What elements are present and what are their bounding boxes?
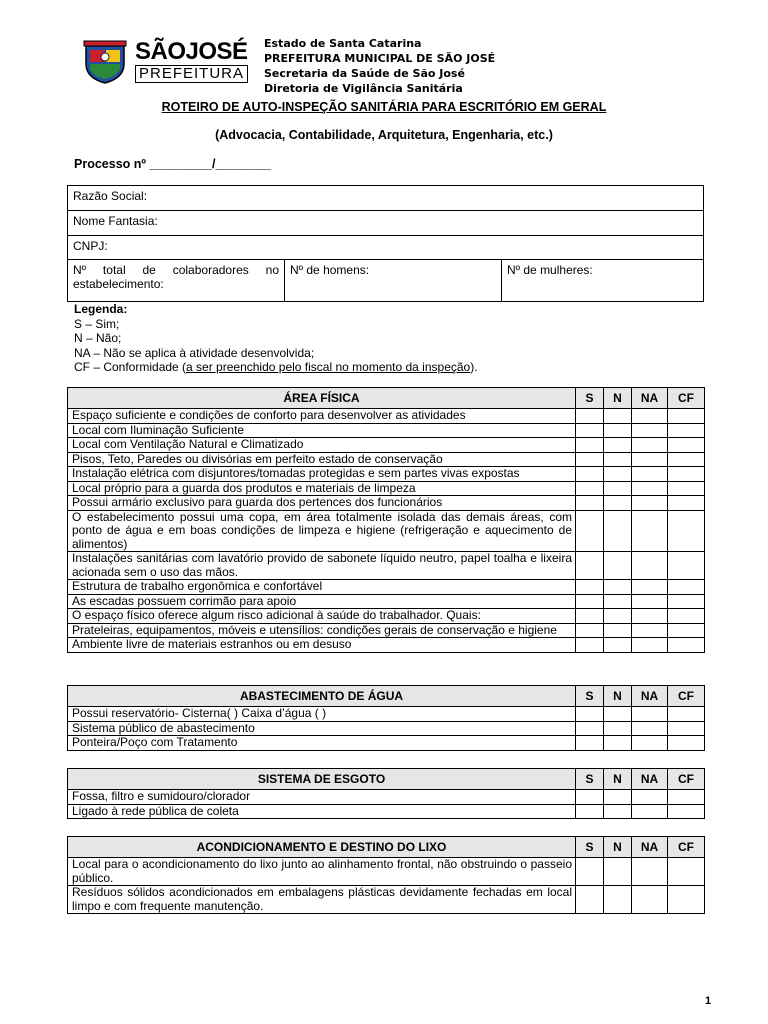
checkbox-n[interactable] xyxy=(604,707,632,722)
checkbox-cf[interactable] xyxy=(668,886,705,914)
checkbox-cf[interactable] xyxy=(668,409,705,424)
checkbox-na[interactable] xyxy=(632,409,668,424)
checkbox-n[interactable] xyxy=(604,804,632,819)
process-number-field[interactable]: Processo nº _________/________ xyxy=(74,157,272,171)
checklist-row xyxy=(68,721,705,736)
checklist-item-label: Ponteira/Poço com Tratamento xyxy=(68,736,576,751)
checklist-item-label: Local próprio para a guarda dos produtos e materiais de limpeza xyxy=(68,481,576,496)
checkbox-n[interactable] xyxy=(604,580,632,595)
men-count-field[interactable]: Nº de homens: xyxy=(285,260,502,302)
checklist-item-label: Estrutura de trabalho ergonômica e confortável xyxy=(68,580,576,595)
legend-cf-prefix: CF – Conformidade ( xyxy=(74,360,187,374)
legend-item: S – Sim; xyxy=(74,316,120,331)
checkbox-na[interactable] xyxy=(632,438,668,453)
checkbox-na[interactable] xyxy=(632,609,668,624)
establishment-info-table xyxy=(67,185,704,302)
checkbox-na[interactable] xyxy=(632,496,668,511)
checklist-row xyxy=(68,496,705,511)
checkbox-cf[interactable] xyxy=(668,452,705,467)
checklist-row xyxy=(68,886,705,914)
checkbox-cf[interactable] xyxy=(668,580,705,595)
section-title: ÁREA FÍSICA xyxy=(68,388,576,409)
column-header-n: N xyxy=(604,837,632,858)
checklist-item-label: Espaço suficiente e condições de conforto para desenvolver as atividades xyxy=(68,409,576,424)
checkbox-s[interactable] xyxy=(576,736,604,751)
checklist-item-label: Fossa, filtro e sumidouro/clorador xyxy=(68,790,576,805)
checklist-row xyxy=(68,736,705,751)
checklist-item-label: O estabelecimento possui uma copa, em área totalmente isolada das demais áreas, com ponto de água e em boas condições de limpeza e higiene (refrigeração e aquecimento de alimentos) xyxy=(68,510,576,552)
checkbox-na[interactable] xyxy=(632,886,668,914)
checkbox-n[interactable] xyxy=(604,886,632,914)
women-count-field[interactable]: Nº de mulheres: xyxy=(502,260,704,302)
checklist-row xyxy=(68,510,705,552)
legend xyxy=(74,302,478,375)
checkbox-s[interactable] xyxy=(576,452,604,467)
checklist-row xyxy=(68,481,705,496)
header-line: Estado de Santa Catarina xyxy=(264,37,422,50)
checkbox-s[interactable] xyxy=(576,580,604,595)
section-table xyxy=(67,387,705,653)
checkbox-na[interactable] xyxy=(632,790,668,805)
column-header-na: NA xyxy=(632,686,668,707)
checkbox-na[interactable] xyxy=(632,804,668,819)
checkbox-cf[interactable] xyxy=(668,594,705,609)
checkbox-cf[interactable] xyxy=(668,552,705,580)
checkbox-s[interactable] xyxy=(576,638,604,653)
checkbox-cf[interactable] xyxy=(668,804,705,819)
column-header-n: N xyxy=(604,769,632,790)
total-employees-label: Nº total de colaboradores no estabelecimento: xyxy=(73,263,279,291)
checklist-item-label: Pisos, Teto, Paredes ou divisórias em perfeito estado de conservação xyxy=(68,452,576,467)
checkbox-cf[interactable] xyxy=(668,623,705,638)
checkbox-s[interactable] xyxy=(576,609,604,624)
document-subtitle: (Advocacia, Contabilidade, Arquitetura, Engenharia, etc.) xyxy=(215,128,553,142)
checklist-row xyxy=(68,423,705,438)
checkbox-n[interactable] xyxy=(604,423,632,438)
section-title: SISTEMA DE ESGOTO xyxy=(68,769,576,790)
checklist-item-label: Local para o acondicionamento do lixo junto ao alinhamento frontal, não obstruindo o passeio público. xyxy=(68,858,576,886)
checklist-row xyxy=(68,804,705,819)
document-title: ROTEIRO DE AUTO-INSPEÇÃO SANITÁRIA PARA ESCRITÓRIO EM GERAL xyxy=(161,100,607,114)
checkbox-cf[interactable] xyxy=(668,736,705,751)
brand-name: SÃOJOSÉ xyxy=(135,38,248,65)
checklist-row xyxy=(68,552,705,580)
prefeitura-logo xyxy=(80,38,255,84)
checkbox-s[interactable] xyxy=(576,721,604,736)
checkbox-cf[interactable] xyxy=(668,510,705,552)
checkbox-n[interactable] xyxy=(604,452,632,467)
checkbox-na[interactable] xyxy=(632,721,668,736)
checklist-row xyxy=(68,790,705,805)
checkbox-s[interactable] xyxy=(576,409,604,424)
checklist-row xyxy=(68,638,705,653)
checkbox-s[interactable] xyxy=(576,886,604,914)
checkbox-n[interactable] xyxy=(604,510,632,552)
checkbox-s[interactable] xyxy=(576,623,604,638)
checklist-row xyxy=(68,609,705,624)
nome-fantasia-field[interactable]: Nome Fantasia: xyxy=(68,211,704,236)
checkbox-na[interactable] xyxy=(632,552,668,580)
checkbox-n[interactable] xyxy=(604,552,632,580)
checklist-item-label: Prateleiras, equipamentos, móveis e utensílios: condições gerais de conservação e higiene xyxy=(68,623,576,638)
header-line: Secretaria da Saúde de São José xyxy=(264,67,465,80)
checkbox-cf[interactable] xyxy=(668,481,705,496)
checkbox-n[interactable] xyxy=(604,609,632,624)
checkbox-na[interactable] xyxy=(632,594,668,609)
checkbox-s[interactable] xyxy=(576,496,604,511)
column-header-cf: CF xyxy=(668,686,705,707)
checklist-item-label: Possui armário exclusivo para guarda dos pertences dos funcionários xyxy=(68,496,576,511)
checkbox-cf[interactable] xyxy=(668,609,705,624)
checklist-row xyxy=(68,580,705,595)
checkbox-na[interactable] xyxy=(632,467,668,482)
column-header-s: S xyxy=(576,388,604,409)
legend-cf-suffix: ). xyxy=(470,360,478,374)
checklist-item-label: Instalações sanitárias com lavatório provido de sabonete líquido neutro, papel toalha e lixeira acionada sem o uso das mãos. xyxy=(68,552,576,580)
checkbox-cf[interactable] xyxy=(668,467,705,482)
checkbox-na[interactable] xyxy=(632,510,668,552)
checkbox-na[interactable] xyxy=(632,423,668,438)
column-header-cf: CF xyxy=(668,769,705,790)
checklist-item-label: Local com Ventilação Natural e Climatizado xyxy=(68,438,576,453)
checklist-row xyxy=(68,409,705,424)
checklist-row xyxy=(68,594,705,609)
column-header-n: N xyxy=(604,686,632,707)
checkbox-na[interactable] xyxy=(632,707,668,722)
checkbox-cf[interactable] xyxy=(668,790,705,805)
brand-subtitle: PREFEITURA xyxy=(135,65,248,83)
checklist-item-label: Ligado à rede pública de coleta xyxy=(68,804,576,819)
checkbox-s[interactable] xyxy=(576,467,604,482)
checklist-item-label: Sistema público de abastecimento xyxy=(68,721,576,736)
checklist-row xyxy=(68,707,705,722)
checkbox-s[interactable] xyxy=(576,552,604,580)
checkbox-na[interactable] xyxy=(632,858,668,886)
checkbox-s[interactable] xyxy=(576,707,604,722)
checkbox-s[interactable] xyxy=(576,858,604,886)
checkbox-n[interactable] xyxy=(604,496,632,511)
column-header-na: NA xyxy=(632,837,668,858)
section-table xyxy=(67,685,705,751)
checklist-item-label: Resíduos sólidos acondicionados em embalagens plásticas devidamente fechadas em local limpo e com frequente manutenção. xyxy=(68,886,576,914)
column-header-s: S xyxy=(576,769,604,790)
checkbox-n[interactable] xyxy=(604,736,632,751)
section-table xyxy=(67,768,705,819)
total-employees-field[interactable] xyxy=(68,260,285,302)
razao-social-field[interactable]: Razão Social: xyxy=(68,186,704,211)
checkbox-cf[interactable] xyxy=(668,707,705,722)
checkbox-cf[interactable] xyxy=(668,638,705,653)
city-crest-icon xyxy=(80,40,130,84)
legend-item: N – Não; xyxy=(74,331,122,345)
section-title: ABASTECIMENTO DE ÁGUA xyxy=(68,686,576,707)
checklist-row xyxy=(68,467,705,482)
checklist-row xyxy=(68,623,705,638)
checkbox-s[interactable] xyxy=(576,423,604,438)
checkbox-n[interactable] xyxy=(604,790,632,805)
checkbox-na[interactable] xyxy=(632,452,668,467)
checkbox-n[interactable] xyxy=(604,467,632,482)
column-header-na: NA xyxy=(632,769,668,790)
checkbox-cf[interactable] xyxy=(668,438,705,453)
column-header-n: N xyxy=(604,388,632,409)
checkbox-n[interactable] xyxy=(604,623,632,638)
legend-item: NA – Não se aplica à atividade desenvolvida; xyxy=(74,345,315,360)
checkbox-n[interactable] xyxy=(604,409,632,424)
checkbox-s[interactable] xyxy=(576,594,604,609)
institution-header xyxy=(264,36,495,96)
header-line: PREFEITURA MUNICIPAL DE SÃO JOSÉ xyxy=(264,52,496,65)
checklist-item-label: Local com Iluminação Suficiente xyxy=(68,423,576,438)
column-header-na: NA xyxy=(632,388,668,409)
section-table xyxy=(67,836,705,914)
checkbox-n[interactable] xyxy=(604,721,632,736)
page-number: 1 xyxy=(705,995,712,1007)
checklist-row xyxy=(68,438,705,453)
column-header-cf: CF xyxy=(668,388,705,409)
checkbox-n[interactable] xyxy=(604,858,632,886)
checklist-item-label: O espaço físico oferece algum risco adicional à saúde do trabalhador. Quais: xyxy=(68,609,576,624)
checkbox-na[interactable] xyxy=(632,736,668,751)
column-header-cf: CF xyxy=(668,837,705,858)
column-header-s: S xyxy=(576,686,604,707)
legend-cf-note: a ser preenchido pelo fiscal no momento da inspeção xyxy=(186,360,471,374)
checkbox-cf[interactable] xyxy=(668,423,705,438)
checkbox-s[interactable] xyxy=(576,790,604,805)
checklist-row xyxy=(68,858,705,886)
checkbox-na[interactable] xyxy=(632,623,668,638)
checkbox-n[interactable] xyxy=(604,481,632,496)
checkbox-cf[interactable] xyxy=(668,496,705,511)
checkbox-s[interactable] xyxy=(576,510,604,552)
header-line: Diretoria de Vigilância Sanitária xyxy=(264,82,463,95)
checklist-item-label: Instalação elétrica com disjuntores/tomadas protegidas e sem partes vivas expostas xyxy=(68,467,576,482)
cnpj-field[interactable]: CNPJ: xyxy=(68,236,704,260)
checklist-item-label: Possui reservatório- Cisterna( ) Caixa d’água ( ) xyxy=(68,707,576,722)
legend-item-cf xyxy=(74,360,478,375)
checkbox-n[interactable] xyxy=(604,638,632,653)
checkbox-na[interactable] xyxy=(632,580,668,595)
checkbox-na[interactable] xyxy=(632,638,668,653)
checkbox-n[interactable] xyxy=(604,438,632,453)
checklist-item-label: Ambiente livre de materiais estranhos ou em desuso xyxy=(68,638,576,653)
checkbox-s[interactable] xyxy=(576,804,604,819)
checkbox-s[interactable] xyxy=(576,438,604,453)
column-header-s: S xyxy=(576,837,604,858)
checkbox-n[interactable] xyxy=(604,594,632,609)
checklist-item-label: As escadas possuem corrimão para apoio xyxy=(68,594,576,609)
checkbox-cf[interactable] xyxy=(668,721,705,736)
legend-title: Legenda: xyxy=(74,302,128,316)
checkbox-cf[interactable] xyxy=(668,858,705,886)
checkbox-s[interactable] xyxy=(576,481,604,496)
section-title: ACONDICIONAMENTO E DESTINO DO LIXO xyxy=(68,837,576,858)
checklist-row xyxy=(68,452,705,467)
checkbox-na[interactable] xyxy=(632,481,668,496)
